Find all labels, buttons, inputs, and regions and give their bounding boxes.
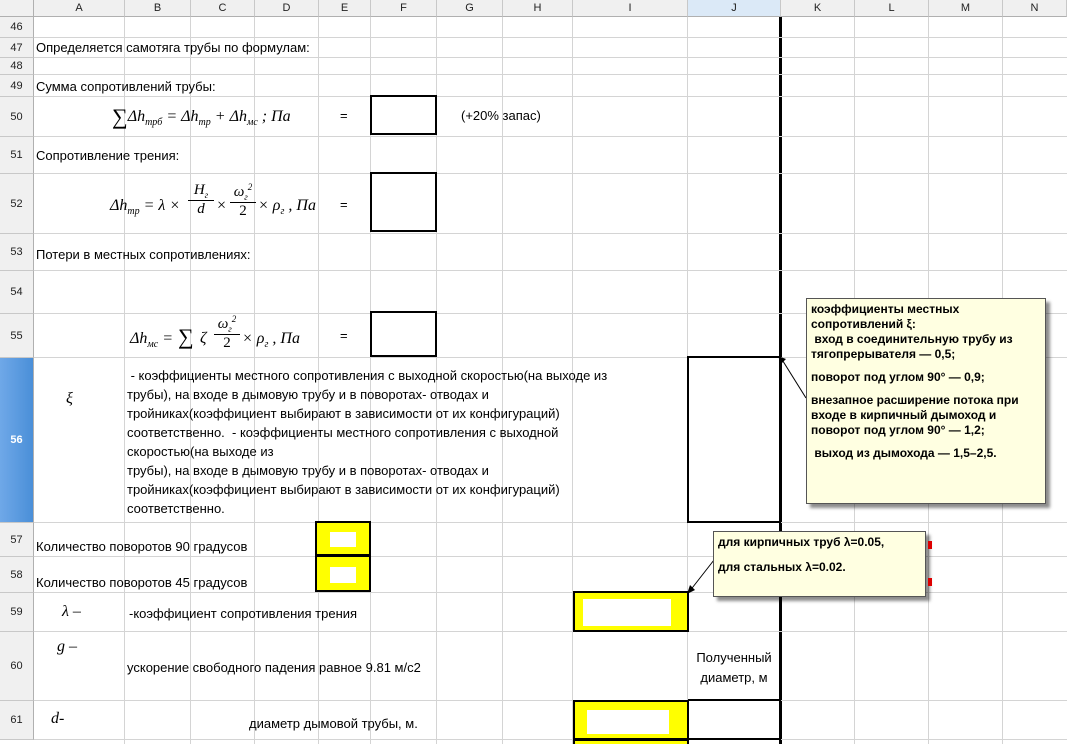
row-header-59[interactable]: 59 <box>0 593 34 632</box>
row-header-48[interactable]: 48 <box>0 58 34 75</box>
desc-line: - коэффициенты местного сопротивления с выходной скоростью(на выходе из <box>127 368 608 383</box>
gridline <box>34 96 1067 97</box>
col-header-j[interactable]: J <box>688 0 781 17</box>
gridline <box>34 739 1067 740</box>
gridline <box>34 700 1067 701</box>
gridline <box>34 136 1067 137</box>
col-header-e[interactable]: E <box>319 0 371 17</box>
cell-a60-g-symbol: g – <box>57 638 77 655</box>
col-header-h[interactable]: H <box>503 0 573 17</box>
note-line: поворот под углом 90° — 0,9; <box>811 370 985 384</box>
input-turns-45[interactable] <box>315 555 371 592</box>
row-header-46[interactable]: 46 <box>0 17 34 38</box>
desc-line: соответственно. <box>127 501 225 516</box>
cell-j60-label[interactable]: Полученный диаметр, м <box>696 650 772 685</box>
note-line <box>811 438 1041 446</box>
result-box-f50[interactable] <box>370 95 437 135</box>
gridline <box>34 522 1067 523</box>
cell-a51-text[interactable]: Сопротивление трения: <box>36 148 180 163</box>
col-header-b[interactable]: B <box>125 0 191 17</box>
cell-a59-lambda-symbol: λ – <box>62 603 81 620</box>
cell-b60-text[interactable]: ускорение свободного падения равное 9.81 м/с2 <box>127 660 421 675</box>
cell-a49-text[interactable]: Сумма сопротивлений трубы: <box>36 79 216 94</box>
col-header-n[interactable]: N <box>1003 0 1067 17</box>
note-line: внезапное расширение потока при <box>811 393 1019 407</box>
row-header-58[interactable]: 58 <box>0 557 34 593</box>
col-header-k[interactable]: K <box>781 0 855 17</box>
col-header-g[interactable]: G <box>437 0 503 17</box>
desc-line: трубы), на входе в дымовую трубу и в поворотах- отводах и <box>127 463 489 478</box>
row-header-53[interactable]: 53 <box>0 234 34 271</box>
cell-e50-eq: = <box>340 108 348 123</box>
note-line: сопротивлений ξ: <box>811 317 916 331</box>
row-header-54[interactable]: 54 <box>0 271 34 314</box>
gridline <box>34 74 1067 75</box>
col-header-c[interactable]: C <box>191 0 255 17</box>
result-box-f55[interactable] <box>370 311 437 357</box>
row-header-49[interactable]: 49 <box>0 75 34 97</box>
gridline <box>34 173 1067 174</box>
cell-a61-d-symbol: d- <box>51 710 65 727</box>
row-header-61[interactable]: 61 <box>0 701 34 740</box>
input-diameter[interactable] <box>573 700 689 740</box>
cell-a53-text[interactable]: Потери в местных сопротивлениях: <box>36 247 251 262</box>
note-line: для кирпичных труб λ=0.05, <box>718 535 885 549</box>
row-header-57[interactable]: 57 <box>0 523 34 557</box>
desc-line: скоростью(на выходе из <box>127 444 274 459</box>
note-line: вход в соединительную трубу из <box>811 332 1013 346</box>
note-line <box>718 550 921 560</box>
cell-g50-reserve: (+20% запас) <box>461 108 541 123</box>
note-line: для стальных λ=0.02. <box>718 560 846 574</box>
gridline <box>34 37 1067 38</box>
note-line <box>811 362 1041 370</box>
gridline <box>34 233 1067 234</box>
cell-j61-border-bottom <box>688 738 781 740</box>
row-header-56[interactable]: 56 <box>0 358 34 523</box>
gridline <box>34 57 1067 58</box>
col-header-f[interactable]: F <box>371 0 437 17</box>
input-row62-i[interactable] <box>573 739 689 744</box>
input-turns-90[interactable] <box>315 521 371 556</box>
row-header-47[interactable]: 47 <box>0 38 34 58</box>
note-line: тягопрерывателя — 0,5; <box>811 347 956 361</box>
col-header-l[interactable]: L <box>855 0 929 17</box>
selected-cell-j56[interactable] <box>687 356 781 523</box>
col-header-i[interactable]: I <box>573 0 688 17</box>
cell-b56-xi-symbol: ξ <box>66 390 73 407</box>
col-header-a[interactable]: A <box>34 0 125 17</box>
row-header-50[interactable]: 50 <box>0 97 34 137</box>
row-header-60[interactable]: 60 <box>0 632 34 701</box>
cell-a47-text[interactable] <box>36 40 310 55</box>
select-all-corner[interactable] <box>0 0 34 17</box>
col-header-m[interactable]: M <box>929 0 1003 17</box>
cell-a47-label: Определяется самотяга трубы по формулам: <box>36 40 310 55</box>
cell-c61-text[interactable]: диаметр дымовой трубы, м. <box>249 716 418 731</box>
note-line: поворот под углом 90° — 1,2; <box>811 423 985 437</box>
cell-b59-text[interactable]: -коэффициент сопротивления трения <box>129 606 358 621</box>
note-line: входе в кирпичный дымоход и <box>811 408 997 422</box>
cell-a57-text[interactable]: Количество поворотов 90 градусов <box>36 539 248 554</box>
note-line: выход из дымохода — 1,5–2,5. <box>811 446 997 460</box>
row-header-55[interactable]: 55 <box>0 314 34 358</box>
cell-e52-eq: = <box>340 197 348 212</box>
cell-e55-eq: = <box>340 328 348 343</box>
gridline <box>34 270 1067 271</box>
note-line <box>811 385 1041 393</box>
desc-line: соответственно. - коэффициенты местного сопротивления с выходной <box>127 425 559 440</box>
cell-b56-description[interactable] <box>127 366 687 518</box>
gridline <box>34 631 1067 632</box>
comment-indicator <box>928 578 932 586</box>
row-header-52[interactable]: 52 <box>0 174 34 234</box>
row-header-51[interactable]: 51 <box>0 137 34 174</box>
desc-line: тройниках(коэффициент выбирают в зависимости от их конфигураций) <box>127 406 560 421</box>
col-header-d[interactable]: D <box>255 0 319 17</box>
formula-total-resistance: $\sum\Delta h_{трб} = \Delta h_{тр} + \Delta h_{мс}$ ; Па <box>112 104 291 129</box>
desc-line: тройниках(коэффициент выбирают в зависимости от их конфигураций) <box>127 482 560 497</box>
comment-indicator <box>928 541 932 549</box>
result-box-f52[interactable] <box>370 172 437 232</box>
note-line: коэффициенты местных <box>811 302 960 316</box>
cell-j60-border-bottom <box>688 699 781 701</box>
cell-a58-text[interactable]: Количество поворотов 45 градусов <box>36 575 248 590</box>
input-lambda[interactable] <box>573 591 689 632</box>
comment-xi-coefficients[interactable] <box>806 298 1046 504</box>
comment-lambda-values[interactable] <box>713 531 926 597</box>
desc-line: трубы), на входе в дымовую трубу и в поворотах- отводах и <box>127 387 489 402</box>
